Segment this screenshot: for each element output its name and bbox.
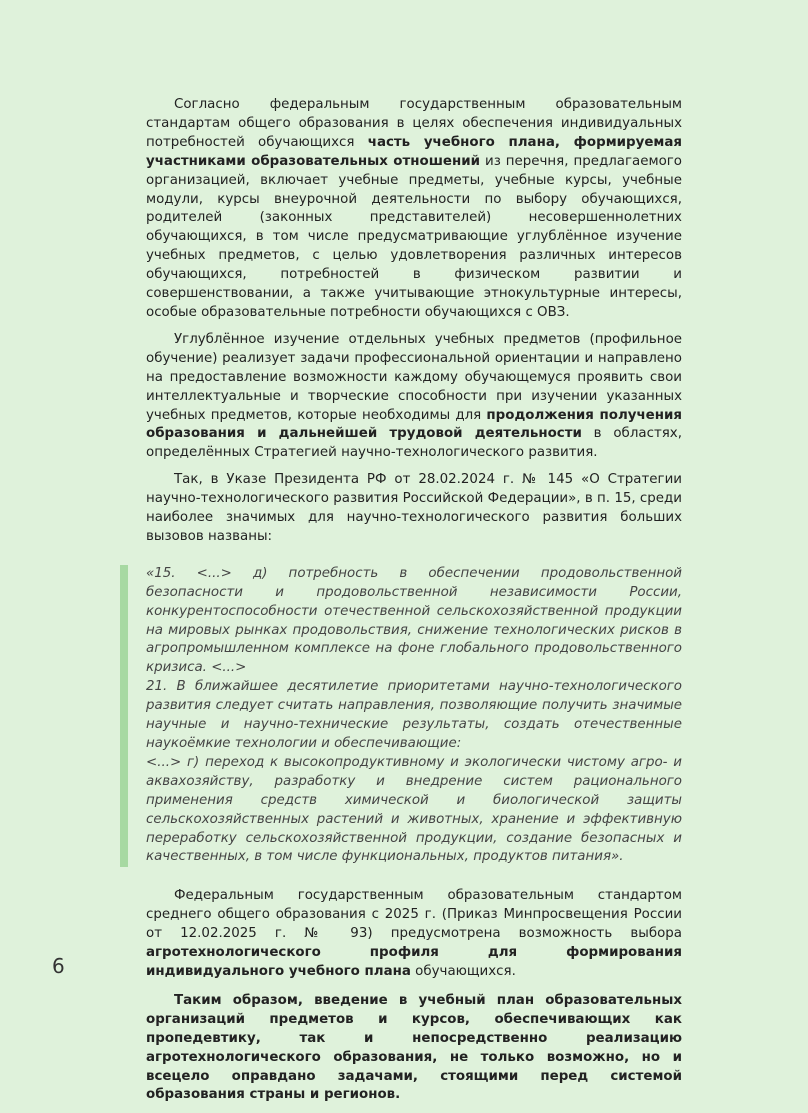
paragraph-4-text-a: Федеральным государственным образовательным стандартом среднего общего образования с 2025 г. (Приказ Минпросвещения России от 12.02.2025 г. № 93) предусмотрена возможность выбора	[146, 888, 682, 942]
paragraph-1-bold: часть учебного плана, формируемая участниками образовательных отношений	[146, 134, 682, 169]
paragraph-2-text-c: в областях, определённых Стратегией научно-технологического развития.	[146, 426, 682, 461]
paragraph-4-text-c: обучающихся.	[410, 963, 516, 979]
quote-item-g: <...> г) переход к высокопродуктивному и экологически чистому агро- и аквахозяйству, разработку и внедрение систем рационального применения средств химической и биологической защиты сельскохозяйственных растений и животных, хранение и эффективную переработку сельскохозяйственной продукции, создание безопасных и качественных, в том числе функциональных, продуктов питания».	[146, 754, 682, 865]
conclusion-paragraph: Таким образом, введение в учебный план образовательных организаций предметов и курсов, обеспечивающих как пропедевтику, так и непосредственно реализацию агротехнологического образования, не только возможно, но и всецело оправдано задачами, стоящими перед системой образования страны и регионов.	[146, 992, 682, 1103]
paragraph-2	[146, 331, 682, 463]
paragraph-1	[146, 96, 682, 323]
paragraph-2-text-a: Углублённое изучение отдельных учебных предметов (профильное обучение) реализует задачи профессиональной ориентации и направлено на предоставление возможности каждому обучающемуся проявить свои интеллектуальные и творческие способности при изучении указанных учебных предметов, которые необходимы для	[146, 331, 682, 423]
quote-item-15: «15. <...> д) потребность в обеспечении продовольственной безопасности и продовольственной независимости России, конкурентоспособности отечественной сельскохозяйственной продукции на мировых рынках продовольствия, снижение технологических рисков в агропромышленном комплексе на фоне глобального продовольственного кризиса. <...>	[146, 565, 682, 676]
decree-quote	[120, 565, 682, 868]
paragraph-4-bold: агротехнологического профиля для формирования индивидуального учебного плана	[146, 945, 682, 979]
page-body	[146, 96, 682, 1113]
paragraph-1-text-a: Согласно федеральным государственным образовательным стандартам общего образования в целях обеспечения индивидуальных потребностей обучающихся	[146, 97, 682, 150]
paragraph-1-text-c: из перечня, предлагаемого организацией, включает учебные предметы, учебные курсы, учебные модули, курсы внеурочной деятельности по выбору обучающихся, родителей (законных представителей) несовершеннолетних обучающихся, в том числе предусматривающие углублённое изучение учебных предметов, с целью удовлетворения различных интересов обучающихся, потребностей в физическом развитии и совершенствовании, а также учитывающие этнокультурные интересы, особые образовательные потребности обучающихся с ОВЗ.	[146, 153, 682, 320]
paragraph-2-bold: продолжения получения образования и дальнейшей трудовой деятельности	[146, 407, 682, 442]
quote-item-21: 21. В ближайшее десятилетие приоритетами научно-технологического развития следует считать направления, позволяющие получить значимые научные и научно-технические результаты, создать отечественные наукоёмкие технологии и обеспечивающие:	[146, 679, 682, 751]
paragraph-4	[146, 887, 682, 982]
page-number: 6	[52, 954, 65, 978]
paragraph-3: Так, в Указе Президента РФ от 28.02.2024 г. № 145 «О Стратегии научно-технологического развития Российской Федерации», в п. 15, среди наиболее значимых для научно-технологического развития больших вызовов названы:	[146, 472, 682, 544]
